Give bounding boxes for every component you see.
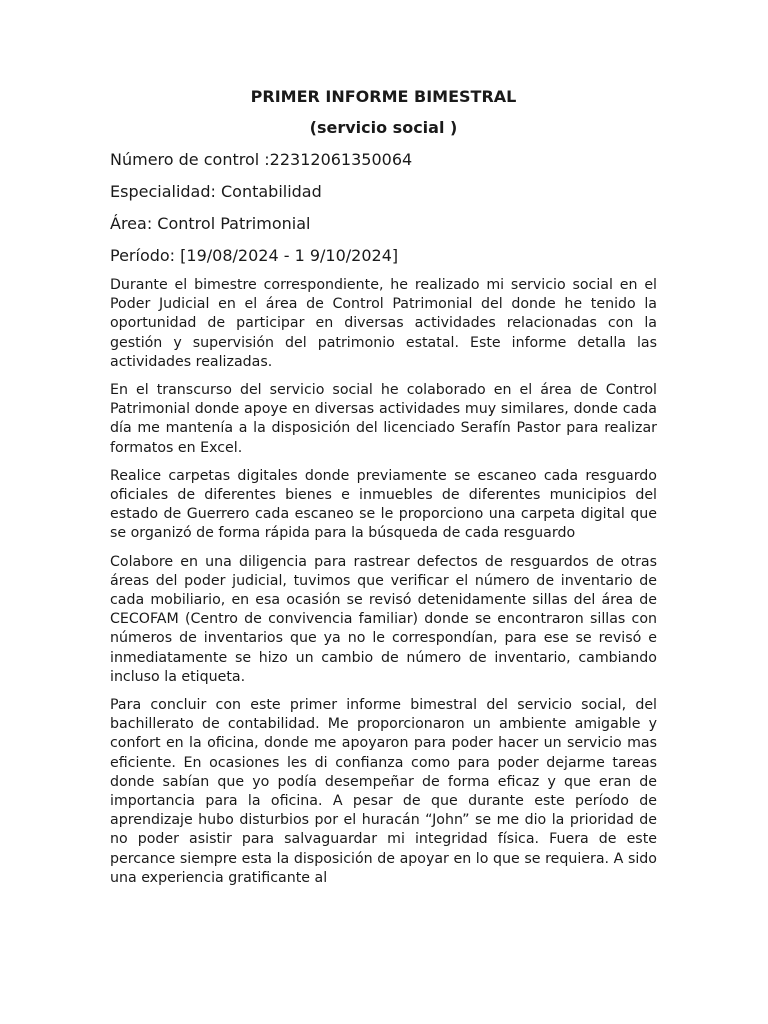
paragraph-collaboration: En el transcurso del servicio social he colaborado en el área de Control Patrimonial donde apoye en diversas actividades muy similares, donde cada día me mantenía a la disposición del licenciado Serafín Pastor para realizar formatos en Excel. [110,382,657,456]
report-title: PRIMER INFORME BIMESTRAL [250,87,517,106]
paragraph-diligence: Colabore en una diligencia para rastrear defectos de resguardos de otras áreas del poder judicial, tuvimos que verificar el número de inventario de cada mobiliario, en esa ocasión se revisó detenidamente sillas del área de CECOFAM (Centro de convivencia familiar) donde se encontraron sillas con números de inventarios que ya no le correspondían, para ese se revisó e inmediatamente se hizo un cambio de número de inventario, cambiando incluso la etiqueta. [110,553,657,685]
document-body [110,86,657,888]
specialty-field: Especialidad: Contabilidad [110,182,322,201]
paragraph-conclusion: Para concluir con este primer informe bimestral del servicio social, del bachillerato de contabilidad. Me proporcionaron un ambiente amigable y confort en la oficina, donde me apoyaron para poder hacer un servicio mas eficiente. En ocasiones les di confianza como para poder dejarme tareas donde sabían que yo podía desempeñar de forma eficaz y que eran de importancia para la oficina. A pesar de que durante este período de aprendizaje hubo disturbios por el huracán “John” se me dio la prioridad de no poder asistir para salvaguardar mi integridad física. Fuera de este percance siempre esta la disposición de apoyar en lo que se requiera. A sido una experiencia gratificante al [110,697,657,886]
paragraph-intro: Durante el bimestre correspondiente, he realizado mi servicio social en el Poder Judicial en el área de Control Patrimonial del donde he tenido la oportunidad de participar en diversas actividades relacionadas con la gestión y supervisión del patrimonio estatal. Este informe detalla las actividades realizadas. [110,277,657,370]
period-field: Período: [19/08/2024 - 1 9/10/2024] [110,246,399,265]
report-subtitle: (servicio social ) [309,118,458,137]
area-field: Área: Control Patrimonial [110,214,311,233]
paragraph-digital-folders: Realice carpetas digitales donde previamente se escaneo cada resguardo oficiales de diferentes bienes e inmuebles de diferentes municipios del estado de Guerrero cada escaneo se le proporciono una carpeta digital que se organizó de forma rápida para la búsqueda de cada resguardo [110,467,657,542]
control-number-field: Número de control :22312061350064 [110,150,413,169]
